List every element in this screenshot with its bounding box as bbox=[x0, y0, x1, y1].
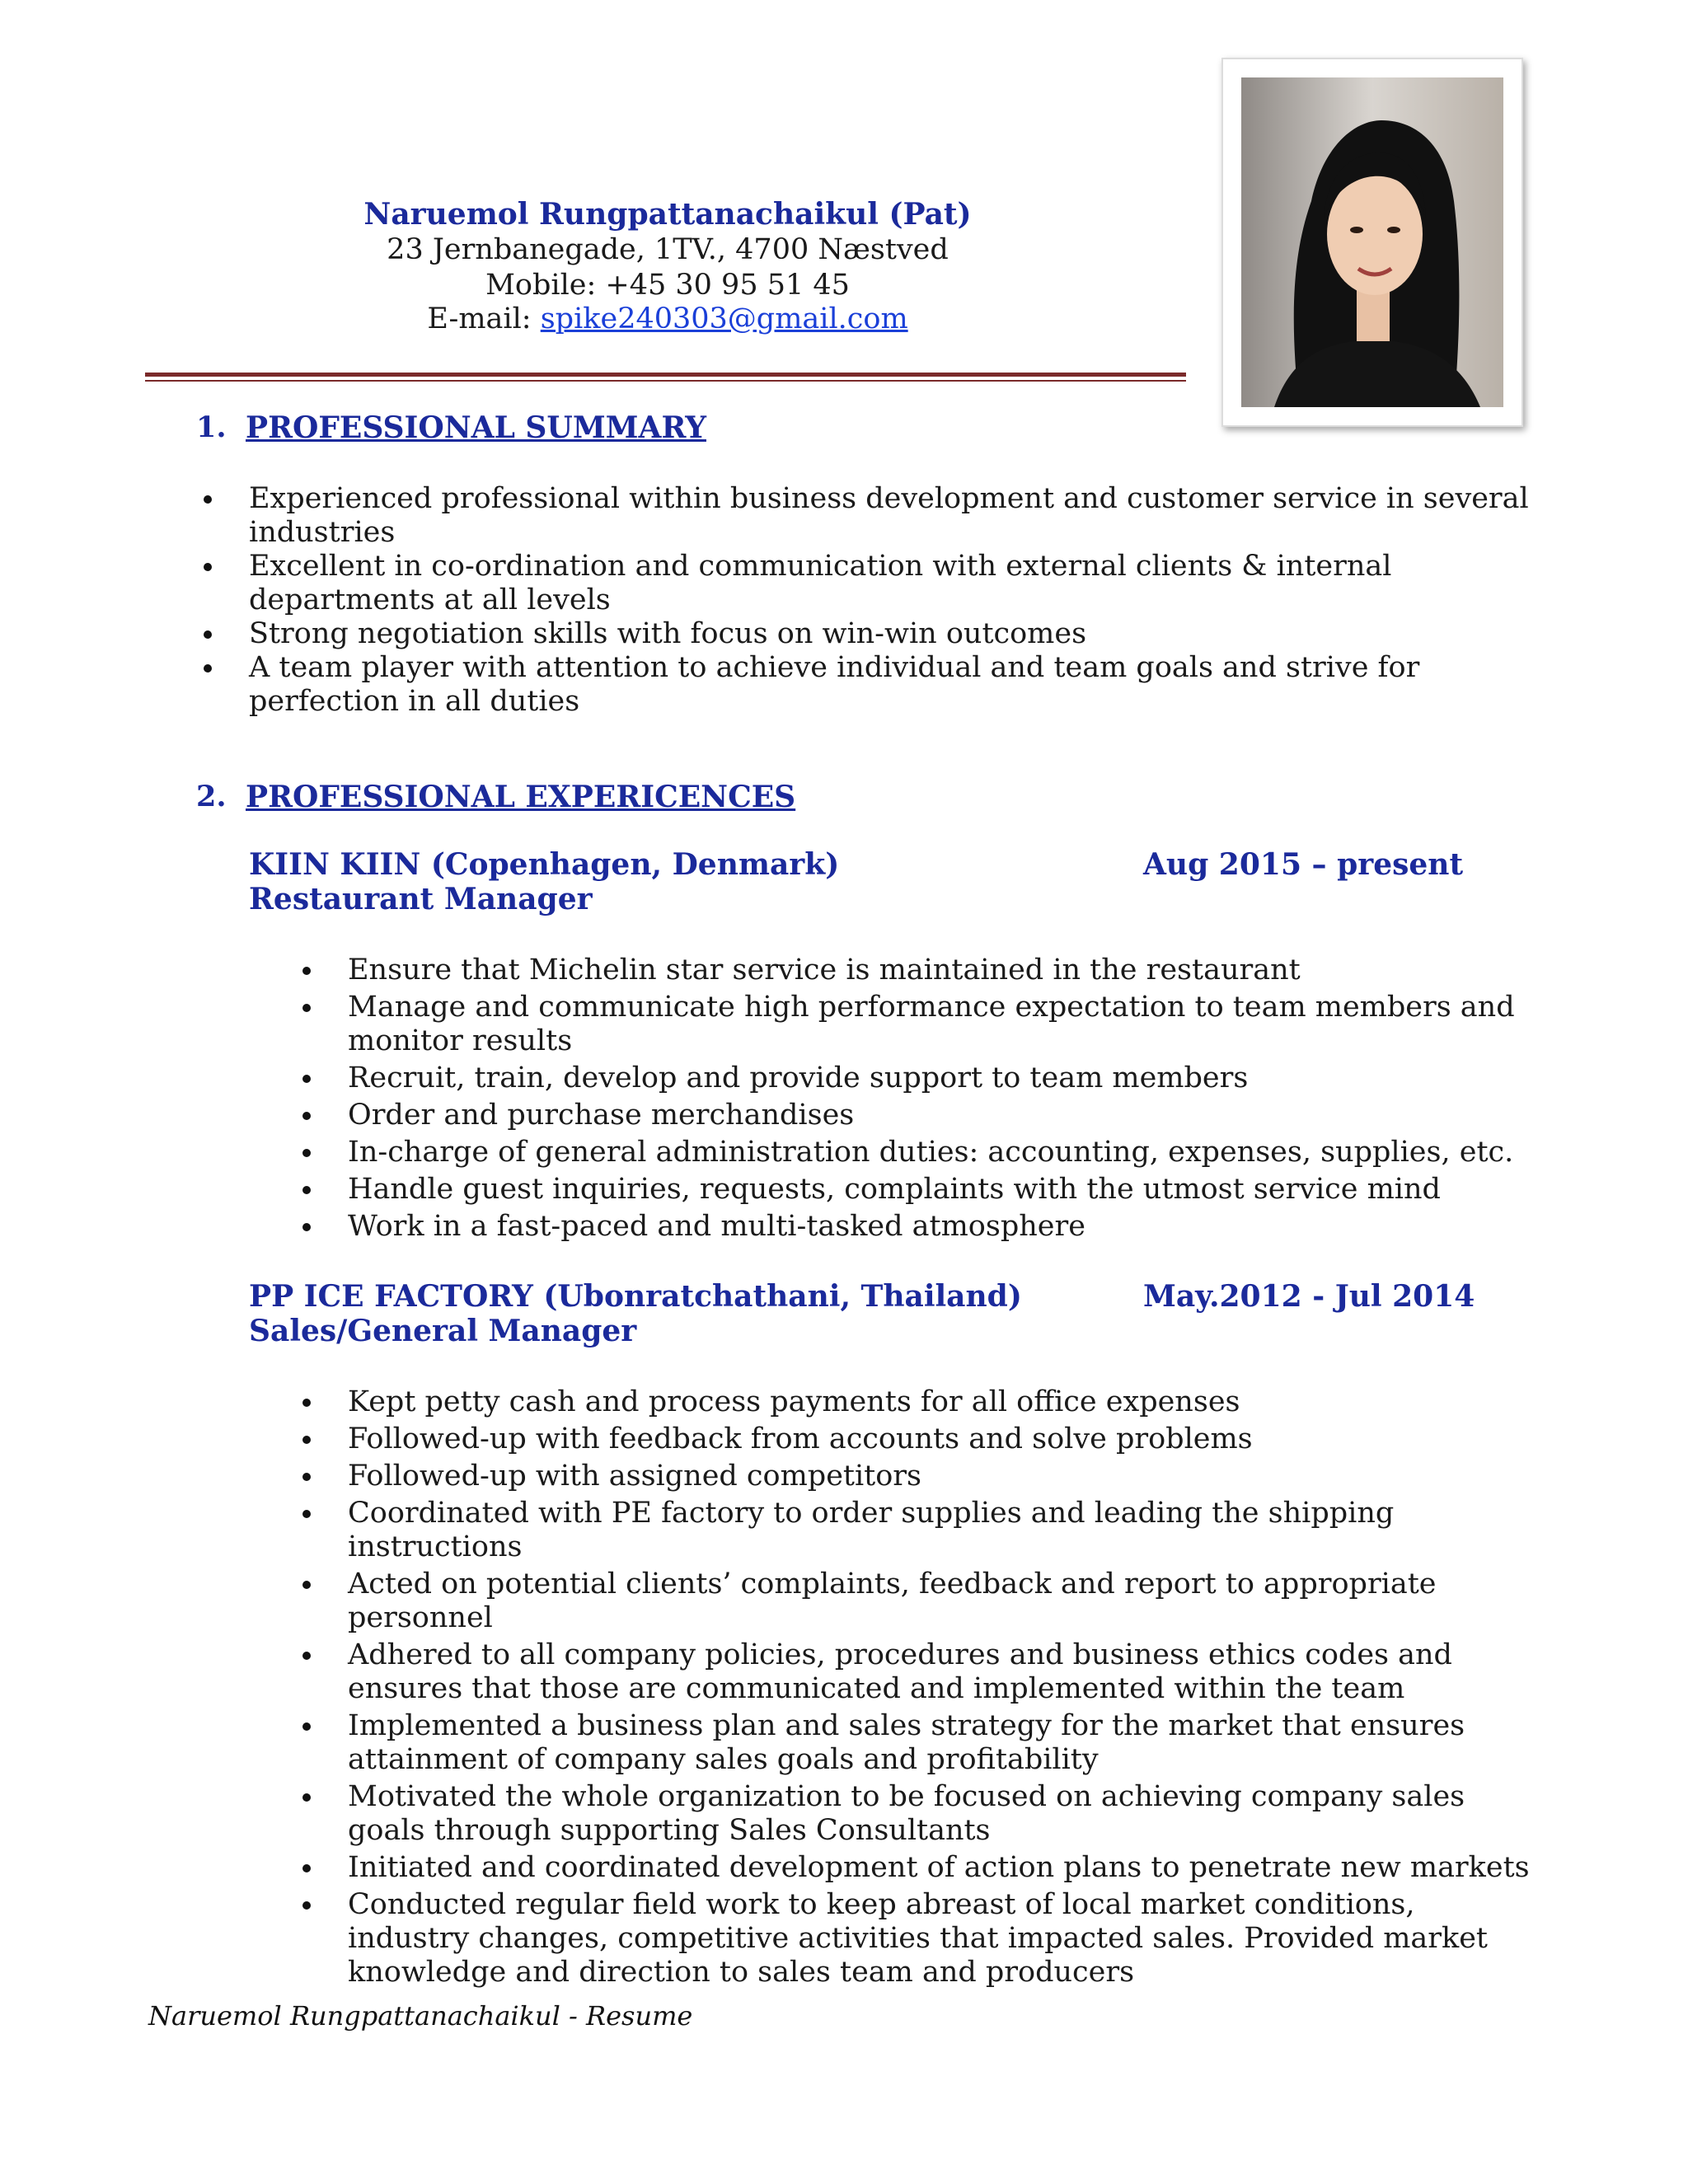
job-duties-list bbox=[348, 954, 1543, 1247]
list-item: Coordinated with PE factory to order supplies and leading the shipping instructions bbox=[348, 1497, 1543, 1564]
summary-section-number: 1. bbox=[196, 410, 227, 444]
list-item: Followed-up with assigned competitors bbox=[348, 1460, 1543, 1493]
summary-list bbox=[249, 482, 1543, 719]
list-item: Motivated the whole organization to be focused on achieving company sales goals through supporting Sales Consultants bbox=[348, 1780, 1543, 1848]
list-item: A team player with attention to achieve individual and team goals and strive for perfection in all duties bbox=[249, 651, 1543, 719]
profile-photo-frame bbox=[1221, 58, 1523, 427]
list-item: Adhered to all company policies, procedures and business ethics codes and ensures that those are communicated and implemented within the team bbox=[348, 1638, 1543, 1706]
job-role: Restaurant Manager bbox=[249, 882, 593, 916]
header-divider bbox=[145, 373, 1186, 377]
list-item: Order and purchase merchandises bbox=[348, 1099, 1543, 1132]
job-company: KIIN KIIN (Copenhagen, Denmark) bbox=[249, 847, 840, 882]
list-item: Excellent in co-ordination and communication with external clients & internal departments at all levels bbox=[249, 550, 1543, 617]
job-role: Sales/General Manager bbox=[249, 1314, 637, 1348]
list-item: Experienced professional within business development and customer service in several industries bbox=[249, 482, 1543, 550]
experience-section-number: 2. bbox=[196, 780, 227, 813]
list-item: Kept petty cash and process payments for all office expenses bbox=[348, 1385, 1543, 1419]
list-item: Recruit, train, develop and provide support to team members bbox=[348, 1062, 1543, 1095]
summary-section-title: PROFESSIONAL SUMMARY bbox=[246, 410, 706, 445]
profile-photo bbox=[1241, 77, 1503, 407]
email-label: E-mail: bbox=[427, 302, 541, 335]
list-item: Conducted regular field work to keep abreast of local market conditions, industry changes, competitive activities that impacted sales. Provided market knowledge and direction to sales team and producers bbox=[348, 1888, 1543, 1990]
list-item: Implemented a business plan and sales strategy for the market that ensures attainment of company sales goals and profitability bbox=[348, 1709, 1543, 1777]
list-item: Initiated and coordinated development of action plans to penetrate new markets bbox=[348, 1851, 1543, 1885]
email-link[interactable]: spike240303@gmail.com bbox=[540, 302, 908, 335]
list-item: Handle guest inquiries, requests, complaints with the utmost service mind bbox=[348, 1173, 1543, 1207]
job-dates: May.2012 - Jul 2014 bbox=[1143, 1279, 1475, 1314]
candidate-name: Naruemol Rungpattanachaikul (Pat) bbox=[363, 197, 972, 232]
list-item: Manage and communicate high performance expectation to team members and monitor results bbox=[348, 991, 1543, 1058]
list-item: Work in a fast-paced and multi-tasked atmosphere bbox=[348, 1210, 1543, 1244]
experience-section-title: PROFESSIONAL EXPERICENCES bbox=[246, 780, 796, 814]
page-footer: Naruemol Rungpattanachaikul - Resume bbox=[148, 2000, 693, 2032]
job-dates: Aug 2015 – present bbox=[1143, 847, 1464, 882]
mobile: Mobile: +45 30 95 51 45 bbox=[485, 269, 850, 302]
list-item: Ensure that Michelin star service is maintained in the restaurant bbox=[348, 954, 1543, 987]
header-divider-thin bbox=[145, 380, 1186, 382]
list-item: Strong negotiation skills with focus on win-win outcomes bbox=[249, 617, 1543, 651]
job-company: PP ICE FACTORY (Ubonratchathani, Thailand) bbox=[249, 1279, 1022, 1314]
list-item: Acted on potential clients’ complaints, feedback and report to appropriate personnel bbox=[348, 1568, 1543, 1635]
list-item: In-charge of general administration duties: accounting, expenses, supplies, etc. bbox=[348, 1136, 1543, 1169]
address: 23 Jernbanegade, 1TV., 4700 Næstved bbox=[387, 233, 949, 266]
job-duties-list bbox=[348, 1385, 1543, 1993]
email-line bbox=[148, 302, 1187, 336]
list-item: Followed-up with feedback from accounts and solve problems bbox=[348, 1422, 1543, 1456]
